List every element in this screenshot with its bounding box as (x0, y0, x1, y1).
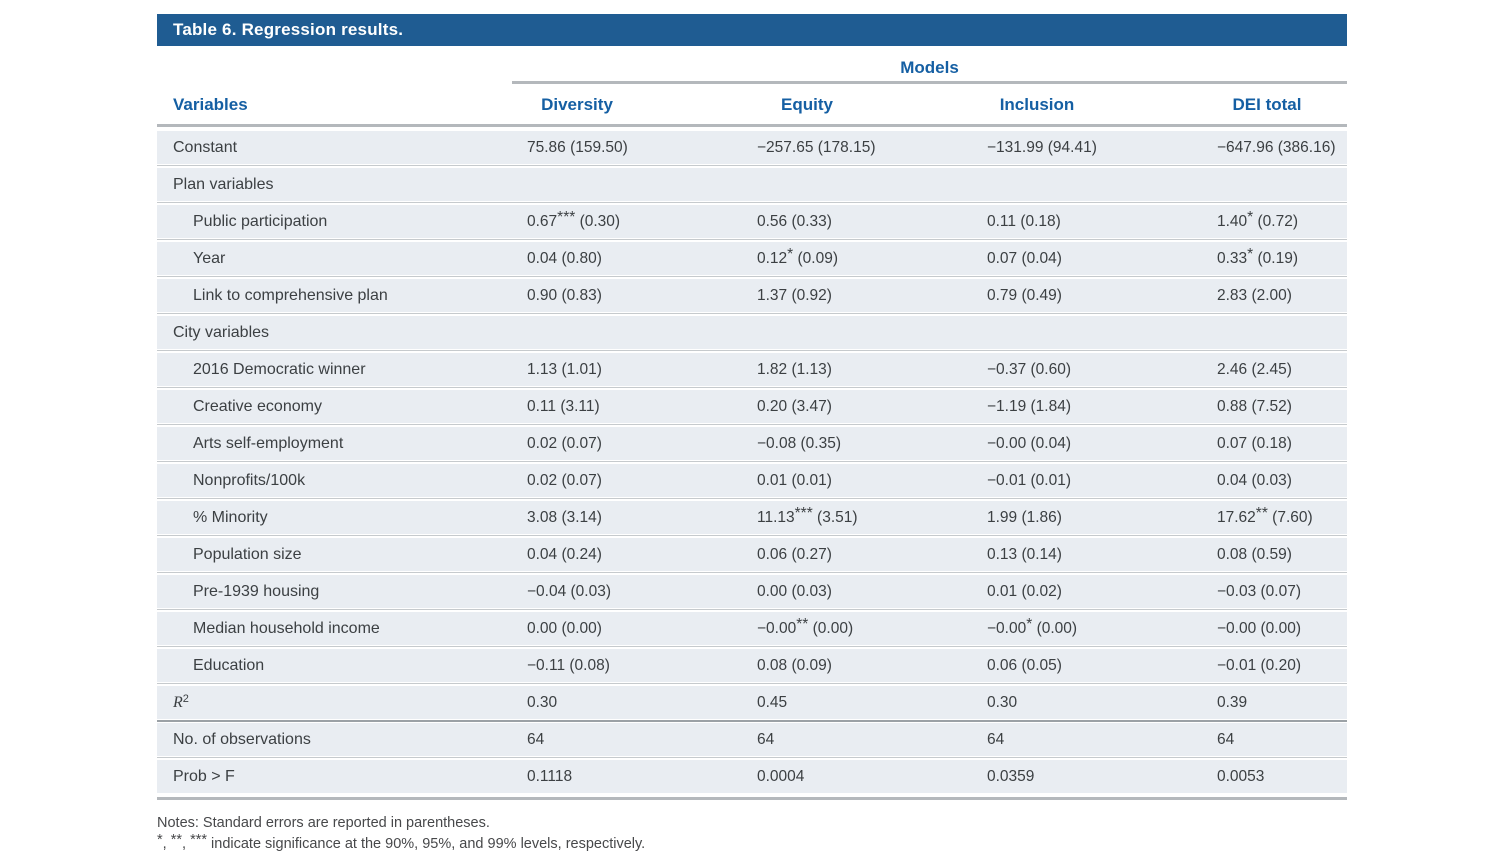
table-row (157, 242, 1347, 275)
table-row (157, 131, 1347, 164)
significance-stars: ** (796, 615, 809, 633)
variable-label: $R^2$ (173, 692, 189, 711)
coefficient-cell: 0.04 (0.24) (527, 545, 602, 563)
coefficient-cell: 64 (987, 730, 1005, 748)
column-header-diversity: Diversity (541, 95, 613, 114)
models-header-row (157, 56, 1347, 84)
coefficient-cell: 0.56 (0.33) (757, 212, 832, 230)
coefficient-cell: 0.08 (0.09) (757, 656, 832, 674)
coefficient-cell: 0.90 (0.83) (527, 286, 602, 304)
table-notes (157, 813, 1347, 855)
coefficient-cell: 0.30 (527, 693, 558, 711)
coefficient-cell: −0.00 (0.04) (987, 434, 1072, 452)
coefficient-cell: 0.0053 (1217, 767, 1265, 785)
significance-stars: * (1026, 615, 1033, 633)
variable-label: Constant (173, 138, 238, 156)
significance-stars: *** (557, 208, 576, 226)
column-header-dei-total: DEI total (1232, 95, 1302, 114)
coefficient-cell: −131.99 (94.41) (987, 138, 1097, 156)
coefficient-cell: −0.00 (0.00) (1217, 619, 1302, 637)
coefficient-cell: 0.04 (0.80) (527, 249, 602, 267)
coefficient-cell: 17.62** (7.60) (1217, 504, 1313, 526)
variable-label: Median household income (193, 619, 380, 637)
table-row (157, 575, 1347, 608)
table-row (157, 427, 1347, 460)
table-row (157, 760, 1347, 793)
coefficient-cell: 0.07 (0.18) (1217, 434, 1292, 452)
coefficient-cell: −0.03 (0.07) (1217, 582, 1302, 600)
table-row (157, 168, 1347, 201)
coefficient-cell: 1.37 (0.92) (757, 286, 832, 304)
coefficient-cell: 0.20 (3.47) (757, 397, 832, 415)
coefficient-cell: 0.01 (0.01) (757, 471, 832, 489)
coefficient-cell: 1.40* (0.72) (1217, 208, 1299, 230)
coefficient-cell: 0.88 (7.52) (1217, 397, 1292, 415)
significance-stars: *** (190, 832, 208, 848)
coefficient-cell: 0.39 (1217, 693, 1248, 711)
variable-label: Public participation (193, 212, 328, 230)
significance-stars: *** (794, 504, 813, 522)
variable-label: Nonprofits/100k (193, 471, 306, 489)
table-row (157, 353, 1347, 386)
variable-label: Pre-1939 housing (193, 582, 320, 600)
coefficient-cell: 2.46 (2.45) (1217, 360, 1292, 378)
significance-stars: ** (170, 832, 183, 848)
coefficient-cell: 0.30 (987, 693, 1018, 711)
coefficient-cell: −0.00* (0.00) (987, 615, 1078, 637)
significance-stars: * (157, 832, 163, 848)
table-row (157, 316, 1347, 349)
column-header-variables: Variables (173, 95, 248, 114)
notes-line: *, **, *** indicate significance at the 90%, 95%, and 99% levels, respectively. (157, 832, 646, 852)
coefficient-cell: 0.06 (0.05) (987, 656, 1062, 674)
coefficient-cell: 64 (757, 730, 775, 748)
table-row (157, 464, 1347, 497)
variable-label: No. of observations (173, 730, 311, 748)
coefficient-cell: 0.07 (0.04) (987, 249, 1062, 267)
variable-label: Education (193, 656, 265, 674)
coefficient-cell: −0.08 (0.35) (757, 434, 842, 452)
table-bottom-rule (157, 797, 1347, 800)
notes-line: Notes: Standard errors are reported in parentheses. (157, 815, 490, 831)
coefficient-cell: 1.99 (1.86) (987, 508, 1062, 526)
regression-table (157, 14, 1347, 855)
coefficient-cell: 3.08 (3.14) (527, 508, 602, 526)
coefficient-cell: −0.01 (0.01) (987, 471, 1072, 489)
variable-label: Link to comprehensive plan (193, 286, 388, 304)
variable-label: Arts self-employment (193, 434, 344, 452)
coefficient-cell: −647.96 (386.16) (1217, 138, 1336, 156)
variable-label: % Minority (193, 508, 268, 526)
variable-label: Creative economy (193, 397, 322, 415)
significance-stars: * (1247, 245, 1254, 263)
coefficient-cell: 0.08 (0.59) (1217, 545, 1292, 563)
coefficient-cell: 0.0359 (987, 767, 1035, 785)
coefficient-cell: −0.00** (0.00) (757, 615, 854, 637)
coefficient-cell: −0.11 (0.08) (527, 656, 610, 674)
coefficient-cell: 0.04 (0.03) (1217, 471, 1292, 489)
coefficient-cell: 1.13 (1.01) (527, 360, 602, 378)
label-superscript: 2 (182, 692, 189, 705)
coefficient-cell: −0.04 (0.03) (527, 582, 612, 600)
coefficient-cell: 0.00 (0.03) (757, 582, 832, 600)
coefficient-cell: −257.65 (178.15) (757, 138, 876, 156)
table-row (157, 501, 1347, 534)
significance-stars: * (1247, 208, 1254, 226)
table-title: Table 6. Regression results. (173, 20, 404, 39)
coefficient-cell: 0.06 (0.27) (757, 545, 832, 563)
table-row (157, 686, 1347, 719)
coefficient-cell: 0.02 (0.07) (527, 471, 602, 489)
table-row (157, 205, 1347, 238)
variable-label: Population size (193, 545, 302, 563)
column-header-row (157, 84, 1347, 127)
variable-label: Year (193, 249, 226, 267)
significance-stars: * (787, 245, 794, 263)
coefficient-cell: 0.01 (0.02) (987, 582, 1062, 600)
coefficient-cell: −1.19 (1.84) (987, 397, 1072, 415)
coefficient-cell: 2.83 (2.00) (1217, 286, 1292, 304)
coefficient-cell: 75.86 (159.50) (527, 138, 628, 156)
variable-label: City variables (173, 323, 270, 341)
table-row (157, 279, 1347, 312)
significance-stars: ** (1255, 504, 1268, 522)
coefficient-cell: 0.45 (757, 693, 788, 711)
table-row (157, 649, 1347, 682)
coefficient-cell: 0.11 (3.11) (527, 397, 600, 415)
table-row (157, 723, 1347, 756)
coefficient-cell: 0.11 (0.18) (987, 212, 1061, 230)
coefficient-cell: 0.13 (0.14) (987, 545, 1062, 563)
coefficient-cell: 0.79 (0.49) (987, 286, 1062, 304)
coefficient-cell: −0.01 (0.20) (1217, 656, 1302, 674)
variable-label: Plan variables (173, 175, 274, 193)
coefficient-cell: 0.0004 (757, 767, 805, 785)
coefficient-cell: 0.02 (0.07) (527, 434, 602, 452)
table-row (157, 612, 1347, 645)
table-row (157, 538, 1347, 571)
coefficient-cell: 0.67*** (0.30) (527, 208, 621, 230)
column-header-inclusion: Inclusion (999, 95, 1075, 114)
variable-label: Prob > F (173, 767, 235, 785)
coefficient-cell: 64 (1217, 730, 1235, 748)
coefficient-cell: 0.33* (0.19) (1217, 245, 1299, 267)
table-row (157, 390, 1347, 423)
table-title-bar (157, 14, 1347, 46)
coefficient-cell: 0.12* (0.09) (757, 245, 839, 267)
variable-label: 2016 Democratic winner (193, 360, 366, 378)
coefficient-cell: 64 (527, 730, 545, 748)
coefficient-cell: −0.37 (0.60) (987, 360, 1072, 378)
models-header: Models (900, 58, 959, 77)
coefficient-cell: 0.00 (0.00) (527, 619, 602, 637)
coefficient-cell: 0.1118 (527, 767, 573, 785)
coefficient-cell: 1.82 (1.13) (757, 360, 832, 378)
coefficient-cell: 11.13*** (3.51) (757, 504, 858, 526)
column-header-equity: Equity (781, 95, 833, 114)
table-body (157, 131, 1347, 793)
